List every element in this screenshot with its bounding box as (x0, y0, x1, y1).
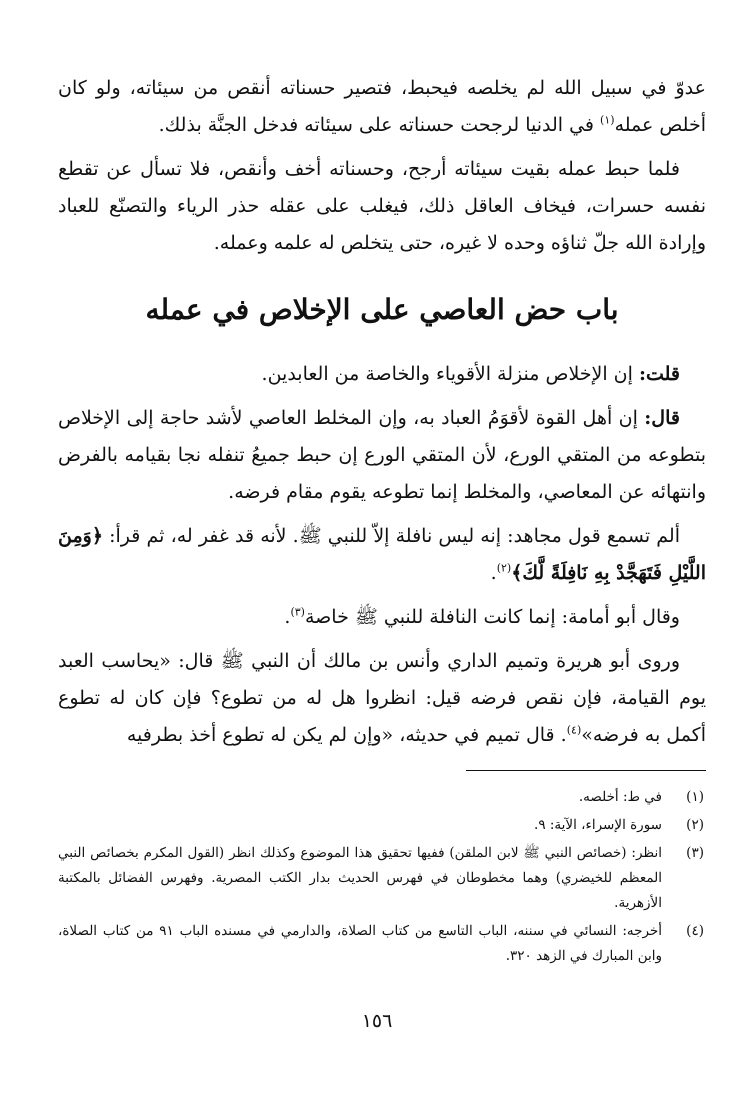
page-number: ١٥٦ (361, 1010, 393, 1032)
footnote-text: انظر: (خصائص النبي ﷺ لابن الملقن) ففيها تحقيق هذا الموضوع وكذلك انظر (القول المكرم بخصائص النبي المعظم للخيضري) وهما مخطوطان في فهرس الحديث بدار الكتب المصرية. وفهرس الفضائل بالمكتبة الأزهرية. (58, 845, 662, 911)
qult-lead: قلت: (638, 363, 680, 385)
footnote-number: (٣) (686, 845, 704, 861)
qult-text: إن الإخلاص منزلة الأقوياء والخاصة من العابدين. (261, 363, 639, 385)
footnote-number: (٢) (686, 817, 704, 833)
hadith-text-after: . قال تميم في حديثه، «وإن لم يكن له تطوع أخذ بطرفيه (126, 724, 567, 746)
paragraph-text: عدوّ في سبيل الله لم يخلصه فيحبط، فتصير حسناته أنقص من سيئاته، ولو كان أخلص عمله (58, 77, 706, 136)
paragraph-continuation (58, 70, 706, 144)
paragraph-qal (58, 400, 706, 511)
chapter-heading: باب حض العاصي على الإخلاص في عمله (145, 293, 619, 326)
footnote-item (58, 919, 706, 969)
footnote-number: (١) (686, 789, 704, 805)
footnote-divider (466, 770, 706, 771)
paragraph-hadith (58, 643, 706, 754)
footnote-item (58, 785, 706, 810)
footnote-number: (٤) (686, 923, 704, 939)
footnote-ref-1: (١) (600, 113, 615, 127)
footnote-item (58, 813, 706, 838)
paragraph-text: فلما حبط عمله بقيت سيئاته أرجح، وحسناته أخف وأنقص، فلا تسأل عن تقطع نفسه حسرات، فيخاف العاقل ذلك، فيغلب على عقله حذر الرياء والتصنّع للعباد وإرادة الله جلّ ثناؤه وحده لا غيره، حتى يتخلص له علمه وعمله. (58, 158, 706, 254)
paragraph-abu-umama (58, 599, 706, 636)
mujahid-text: ألم تسمع قول مجاهد: إنه ليس نافلة إلاّ للنبي ﷺ. لأنه قد غفر له، ثم قرأ: (102, 525, 680, 547)
footnote-ref-4: (٤) (566, 723, 582, 737)
paragraph-text-after: في الدنيا لرجحت حسناته على سيئاته فدخل الجنَّة بذلك. (158, 114, 601, 136)
footnotes (58, 785, 706, 969)
footnote-text: سورة الإسراء، الآية: ٩. (534, 817, 662, 833)
paragraph-mujahid (58, 518, 706, 592)
footnote-text: في ط: أخلصه. (578, 789, 662, 805)
quran-verse: ﴿وَمِنَ اللَّيْلِ فَتَهَجَّدْ بِهِ نَافِلَةً لَّكَ﴾ (58, 525, 706, 584)
page-content (58, 70, 706, 972)
hadith-text: وروى أبو هريرة وتميم الداري وأنس بن مالك أن النبي ﷺ قال: «يحاسب العبد يوم القيامة، فإن نقص فرضه قيل: انظروا هل له من تطوع؟ فإن كان له تطوع أكمل به فرضه» (58, 650, 706, 746)
footnote-ref-3: (٣) (290, 605, 305, 619)
footnote-text: أخرجه: النسائي في سننه، الباب التاسع من كتاب الصلاة، والدارمي في مسنده الباب ٩١ من كتاب الصلاة، وابن المبارك في الزهد ٣٢٠. (58, 923, 662, 964)
qal-text: إن أهل القوة لأقوَمُ العباد به، وإن المخلط العاصي لأشد حاجة إلى الإخلاص بتطوعه من المتقي الورع، لأن المتقي الورع إن حبط جميعُ تنفله نجا بقيامه بالفرض وانتهائه عن المعاصي، والمخلط إنما تطوعه يقوم مقام فرضه. (58, 407, 706, 503)
paragraph-habt (58, 151, 706, 262)
paragraph-qult (58, 356, 706, 393)
mujahid-end: . (490, 562, 497, 584)
qal-lead: قال: (644, 407, 680, 429)
abu-umama-text: وقال أبو أمامة: إنما كانت النافلة للنبي ﷺ خاصة (304, 606, 680, 628)
abu-umama-end: . (284, 606, 291, 628)
footnote-item (58, 841, 706, 916)
footnote-ref-2: (٢) (496, 561, 512, 575)
